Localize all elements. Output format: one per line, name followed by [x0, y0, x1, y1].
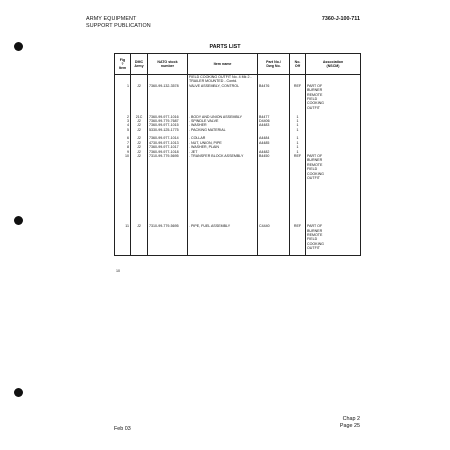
- cell-assoc: BURNER: [306, 158, 361, 162]
- punch-hole-icon: [14, 216, 23, 225]
- cell-item: 2: [115, 115, 131, 119]
- page-title: PARTS LIST: [209, 44, 241, 50]
- cell-nato: 7310-99-779-5695: [148, 154, 188, 158]
- cell-part: A4484: [258, 136, 290, 140]
- fig-prefix: 10: [116, 269, 120, 273]
- cell-name: . WASHER: [188, 123, 258, 127]
- cell-assoc: COOKING: [306, 172, 361, 176]
- cell-assoc: OUTFIT: [306, 246, 361, 250]
- cell-name: FIELD COOKING OUTFIT No. 4 Mk 2 -: [188, 75, 258, 80]
- parts-table-body: [115, 75, 361, 256]
- col-no-off: No. Off: [290, 54, 306, 75]
- cell-assoc: COOKING: [306, 242, 361, 246]
- cell-assoc: COOKING: [306, 101, 361, 105]
- cell-nato: 7360-99-977-1016: [148, 115, 188, 119]
- footer-page: Page 25: [339, 422, 360, 429]
- footer-date: Feb 03: [114, 426, 131, 432]
- cell-nato: 5330-99-125-1775: [148, 128, 188, 132]
- doc-number: 7360-J-100-711: [321, 16, 360, 22]
- cell-part: A4483: [258, 123, 290, 127]
- cell-name: . BODY AND UNION ASSEMBLY: [188, 115, 258, 119]
- col-dmc: DMC Army: [131, 54, 148, 75]
- cell-dmc: J2: [131, 136, 148, 140]
- col-item-name: Item name: [188, 54, 258, 75]
- cell-part: D4406: [258, 119, 290, 123]
- col-nato: NATO stock number: [148, 54, 188, 75]
- cell-assoc: OUTFIT: [306, 176, 361, 180]
- cell-name: . WASHER, PLAIN: [188, 145, 258, 149]
- cell-part: B4477: [258, 115, 290, 119]
- cell-nato: 7360-99-132-3578: [148, 84, 188, 88]
- cell-assoc: FIELD: [306, 167, 361, 171]
- cell-off: REF: [290, 84, 306, 88]
- cell-assoc: PART OF: [306, 84, 361, 88]
- cell-name: TRAILER MOUNTED - Contd.: [188, 79, 258, 83]
- publication-header: [86, 16, 151, 29]
- cell-item: 7: [115, 141, 131, 145]
- cell-dmc: J2: [131, 84, 148, 88]
- footer-page-ref: [340, 416, 360, 429]
- cell-dmc: J2: [131, 154, 148, 158]
- cell-nato: 7360-99-977-1018: [148, 150, 188, 154]
- header-line-1: ARMY EQUIPMENT: [86, 16, 137, 22]
- cell-off: 1: [290, 119, 306, 123]
- cell-item: [115, 251, 131, 256]
- cell-off: [290, 251, 306, 256]
- cell-off: REF: [290, 154, 306, 158]
- cell-part: A4485: [258, 141, 290, 145]
- cell-nato: 7360-99-779-7687: [148, 119, 188, 123]
- cell-assoc: REMOTE: [306, 163, 361, 167]
- cell-nato: 7360-99-977-1017: [148, 145, 188, 149]
- parts-table: [114, 53, 361, 256]
- table-row: [115, 251, 361, 256]
- cell-item: 6: [115, 136, 131, 140]
- cell-off: 1: [290, 123, 306, 127]
- cell-item: 3: [115, 119, 131, 123]
- cell-off: 1: [290, 136, 306, 140]
- cell-off: 1: [290, 128, 306, 132]
- cell-part: A4482: [258, 150, 290, 154]
- cell-part: [258, 251, 290, 256]
- cell-item: 8: [115, 145, 131, 149]
- cell-assoc: FIELD: [306, 237, 361, 241]
- cell-dmc: 21C: [131, 115, 148, 119]
- cell-item: 1: [115, 84, 131, 88]
- cell-name: . TRANSFER BLOCK ASSEMBLY: [188, 154, 258, 158]
- cell-name: . SPINDLE VALVE: [188, 119, 258, 123]
- cell-dmc: J2: [131, 145, 148, 149]
- cell-name: . PIPE, FUEL ASSEMBLY: [188, 224, 258, 228]
- cell-item: 5: [115, 128, 131, 132]
- cell-nato: 7360-99-977-1014: [148, 136, 188, 140]
- col-association: Association (NSCM): [306, 54, 361, 75]
- cell-assoc: FIELD: [306, 97, 361, 101]
- cell-dmc: J2: [131, 119, 148, 123]
- cell-name: . COLLAR: [188, 136, 258, 140]
- cell-dmc: [131, 251, 148, 256]
- cell-name: VALVE ASSEMBLY, CONTROL: [188, 84, 258, 88]
- cell-name: . JET: [188, 150, 258, 154]
- cell-nato: 7360-99-977-1015: [148, 123, 188, 127]
- cell-off: 1: [290, 141, 306, 145]
- cell-part: C4440: [258, 224, 290, 228]
- cell-assoc: OUTFIT: [306, 106, 361, 110]
- cell-item: 11: [115, 224, 131, 228]
- cell-dmc: J2: [131, 123, 148, 127]
- cell-name: . NUT, UNION, PIPE: [188, 141, 258, 145]
- cell-dmc: J2: [131, 141, 148, 145]
- cell-assoc: REMOTE: [306, 93, 361, 97]
- punch-hole-icon: [14, 388, 23, 397]
- cell-part: B4450: [258, 154, 290, 158]
- cell-nato: 7310-99-779-5695: [148, 224, 188, 228]
- cell-nato: [148, 251, 188, 256]
- cell-name: . PACKING MATERIAL: [188, 128, 258, 132]
- cell-item: 10: [115, 154, 131, 158]
- cell-dmc: J2: [131, 128, 148, 132]
- header-line-2: SUPPORT PUBLICATION: [86, 22, 151, 29]
- col-fig-item: Fig ? Item: [115, 54, 131, 75]
- cell-item: 9: [115, 150, 131, 154]
- col-part-no: Part No./ Dwg No.: [258, 54, 290, 75]
- cell-item: 4: [115, 123, 131, 127]
- cell-assoc: PART OF: [306, 224, 361, 228]
- table-header-row: [115, 54, 361, 75]
- cell-name: [188, 251, 258, 256]
- footer-chapter: Chap 2: [342, 416, 360, 422]
- cell-assoc: PART OF: [306, 154, 361, 158]
- cell-assoc: BURNER: [306, 229, 361, 233]
- cell-part: B4476: [258, 84, 290, 88]
- cell-off: 1: [290, 115, 306, 119]
- cell-dmc: J2: [131, 224, 148, 228]
- cell-off: 1: [290, 150, 306, 154]
- cell-dmc: J2: [131, 150, 148, 154]
- cell-assoc: [306, 251, 361, 256]
- cell-assoc: BURNER: [306, 88, 361, 92]
- cell-nato: 4730-99-977-1013: [148, 141, 188, 145]
- cell-off: REF: [290, 224, 306, 228]
- cell-assoc: REMOTE: [306, 233, 361, 237]
- cell-off: 1: [290, 145, 306, 149]
